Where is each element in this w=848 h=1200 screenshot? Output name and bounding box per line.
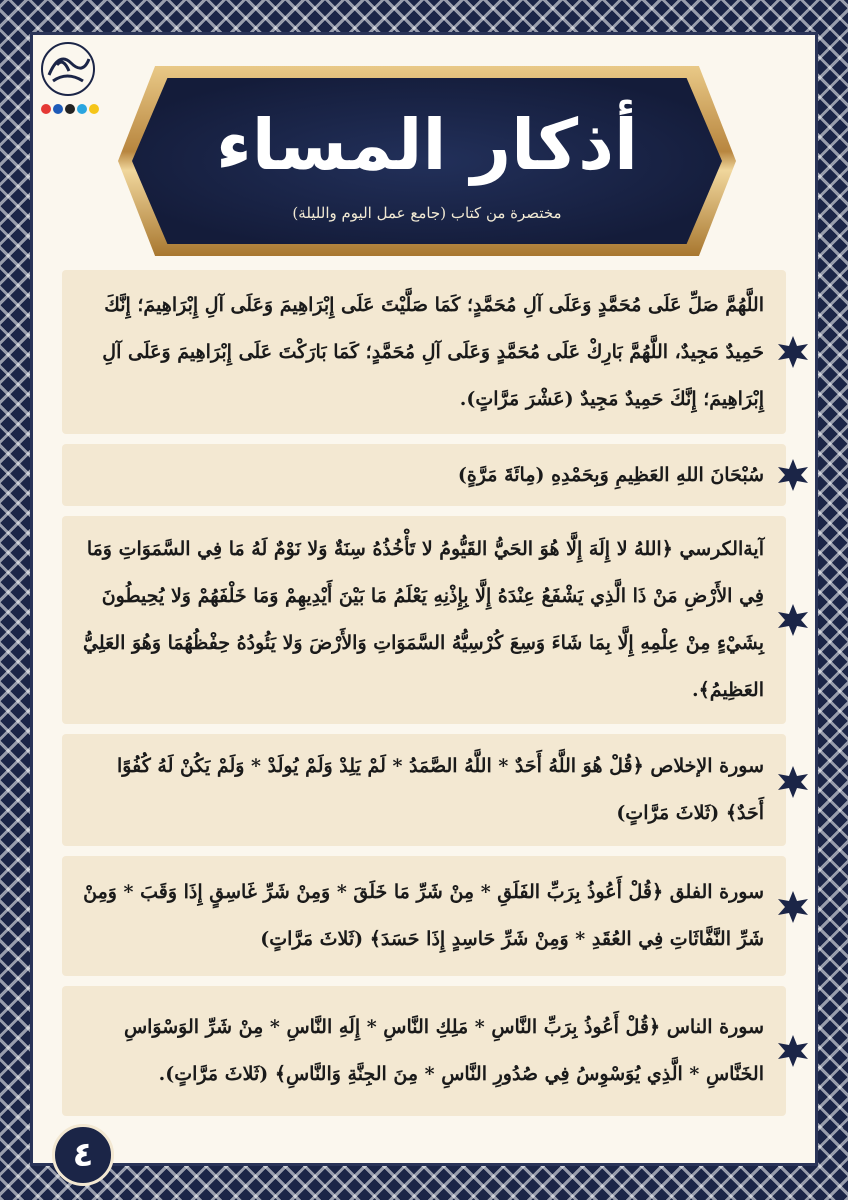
- facebook-icon[interactable]: [53, 104, 63, 114]
- dhikr-text: سورة الإخلاص ﴿قُلْ هُوَ اللَّهُ أَحَدٌ * اللَّهُ الصَّمَدُ * لَمْ يَلِدْ وَلَمْ يُولَدْ * وَلَمْ يَكُنْ لَهُ كُفُوًا أَحَدٌ﴾ (ثَلاثَ مَرَّاتٍ): [117, 755, 764, 824]
- page-number: ٤: [52, 1124, 114, 1186]
- dhikr-card: [62, 516, 786, 724]
- social-icons: [40, 104, 100, 118]
- snapchat-icon[interactable]: [89, 104, 99, 114]
- page-title: أذكار المساء: [215, 104, 639, 186]
- dhikr-card: [62, 734, 786, 846]
- telegram-icon[interactable]: [77, 104, 87, 114]
- youtube-icon[interactable]: [41, 104, 51, 114]
- x-icon[interactable]: [65, 104, 75, 114]
- dhikr-text: سورة الفلق ﴿قُلْ أَعُوذُ بِرَبِّ الفَلَقِ * مِنْ شَرِّ مَا خَلَقَ * وَمِنْ شَرِّ غَاسِقٍ إِذَا وَقَبَ * وَمِنْ شَرِّ النَّفَّاثَاتِ فِي العُقَدِ * وَمِنْ شَرِّ حَاسِدٍ إِذَا حَسَدَ﴾ (ثَلاثَ مَرَّاتٍ): [83, 881, 764, 950]
- dhikr-card: [62, 270, 786, 434]
- dhikr-card: [62, 856, 786, 976]
- star-bullet-icon: [776, 890, 810, 924]
- calligraphy-logo-icon: [38, 40, 98, 98]
- star-bullet-icon: [776, 765, 810, 799]
- dhikr-card: [62, 444, 786, 506]
- star-bullet-icon: [776, 603, 810, 637]
- dhikr-card: [62, 986, 786, 1116]
- dhikr-text: سُبْحَانَ اللهِ العَظِيمِ وَبِحَمْدِهِ (مِائَةَ مَرَّةٍ): [457, 463, 764, 486]
- star-bullet-icon: [776, 335, 810, 369]
- dhikr-text: اللَّهُمَّ صَلِّ عَلَى مُحَمَّدٍ وَعَلَى آلِ مُحَمَّدٍ؛ كَمَا صَلَّيْتَ عَلَى إِبْرَاهِيمَ وَعَلَى آلِ إِبْرَاهِيمَ؛ إِنَّكَ حَمِيدٌ مَجِيدٌ، اللَّهُمَّ بَارِكْ عَلَى مُحَمَّدٍ وَعَلَى آلِ مُحَمَّدٍ؛ كَمَا بَارَكْتَ عَلَى إِبْرَاهِيمَ وَعَلَى آلِ إِبْرَاهِيمَ؛ إِنَّكَ حَمِيدٌ مَجِيدٌ (عَشْرَ مَرَّاتٍ).: [102, 293, 764, 410]
- star-bullet-icon: [776, 458, 810, 492]
- dhikr-text: سورة الناس ﴿قُلْ أَعُوذُ بِرَبِّ النَّاسِ * مَلِكِ النَّاسِ * إِلَهِ النَّاسِ * مِنْ شَرِّ الوَسْوَاسِ الخَنَّاسِ * الَّذِي يُوَسْوِسُ فِي صُدُورِ النَّاسِ * مِنَ الجِنَّةِ وَالنَّاسِ﴾ (ثَلاثَ مَرَّاتٍ).: [123, 1016, 764, 1085]
- page-subtitle: مختصرة من كتاب (جامع عمل اليوم والليلة): [292, 204, 562, 222]
- star-bullet-icon: [776, 1034, 810, 1068]
- dhikr-text: آيةالكرسي ﴿اللهُ لا إِلَهَ إِلَّا هُوَ الحَيُّ القَيُّومُ لا تَأْخُذُهُ سِنَةٌ وَلا نَوْمٌ لَهُ مَا فِي السَّمَوَاتِ وَمَا فِي الأَرْضِ مَنْ ذَا الَّذِي يَشْفَعُ عِنْدَهُ إِلَّا بِإِذْنِهِ يَعْلَمُ مَا بَيْنَ أَيْدِيهِمْ وَمَا خَلْفَهُمْ وَلا يُحِيطُونَ بِشَيْءٍ مِنْ عِلْمِهِ إِلَّا بِمَا شَاءَ وَسِعَ كُرْسِيُّهُ السَّمَوَاتِ وَالأَرْضَ وَلا يَئُودُهُ حِفْظُهُمَا وَهُوَ العَلِيُّ العَظِيمُ﴾.: [83, 538, 764, 701]
